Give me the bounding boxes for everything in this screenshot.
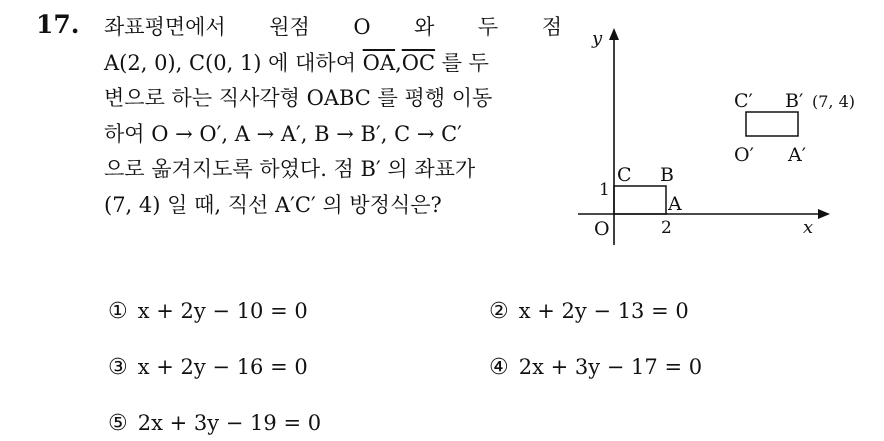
segment-oa: $\overline{OA}$ — [362, 50, 396, 75]
choice-2[interactable] — [489, 299, 689, 324]
label-b: B — [660, 164, 674, 186]
stem-line-4: 하여 O → O′, A → A′, B → B′, C → C′ — [104, 121, 462, 146]
choice-equation: 2x + 3y − 19 = 0 — [137, 411, 322, 435]
stem-text: , — [395, 50, 402, 75]
rectangle-oabc — [614, 186, 666, 214]
label-c: C — [617, 164, 632, 186]
label-b-prime: B′ — [785, 90, 804, 112]
label-a-prime: A′ — [788, 144, 807, 166]
tick-label-2: 2 — [661, 218, 672, 238]
segment-oc: $\overline{OC}$ — [401, 50, 436, 75]
stem-word: 원점 — [269, 15, 310, 39]
origin-label: O — [594, 218, 610, 240]
label-c-prime: C′ — [734, 90, 753, 112]
choice-marker: ④ — [489, 355, 509, 380]
choice-marker: ③ — [108, 355, 128, 380]
stem-word: 점 — [541, 15, 562, 39]
choice-marker: ① — [108, 299, 128, 324]
choice-3[interactable] — [108, 355, 308, 380]
stem-line-5: 으로 옮겨지도록 하였다. 점 B′ 의 좌표가 — [104, 157, 476, 181]
tick-label-1: 1 — [599, 180, 610, 200]
x-axis-arrow-icon — [818, 209, 830, 219]
question-number: 17. — [36, 10, 80, 39]
stem-line-2 — [104, 46, 562, 82]
y-axis-arrow-icon — [609, 28, 619, 40]
stem-text: 를 두 — [435, 50, 489, 75]
label-o-prime: O′ — [734, 144, 754, 166]
label-a: A — [668, 193, 682, 215]
choice-equation: x + 2y − 10 = 0 — [137, 299, 308, 323]
stem-word: 와 — [414, 15, 435, 39]
stem-word: O — [353, 15, 371, 39]
choice-marker: ② — [489, 299, 509, 324]
stem-line-6: (7, 4) 일 때, 직선 A′C′ 의 방정식은? — [104, 192, 442, 217]
coordinate-figure — [568, 20, 868, 250]
choice-1[interactable] — [108, 299, 308, 324]
stem-line-1 — [104, 10, 562, 46]
stem-word: 두 — [477, 15, 499, 39]
y-axis-label: y — [592, 28, 603, 49]
choice-4[interactable] — [489, 355, 702, 380]
choice-equation: x + 2y − 16 = 0 — [137, 355, 308, 379]
x-axis-label: x — [803, 217, 814, 238]
choice-5[interactable] — [108, 411, 321, 436]
stem-line-3: 변으로 하는 직사각형 OABC 를 평행 이동 — [104, 86, 493, 110]
stem-word: 좌표평면에서 — [104, 15, 226, 39]
stem-text: A(2, 0), C(0, 1) 에 대하여 — [104, 50, 363, 75]
choice-equation: x + 2y − 13 = 0 — [518, 299, 689, 323]
question-stem — [104, 10, 562, 223]
rectangle-translated — [746, 112, 798, 136]
label-b-prime-coord: (7, 4) — [812, 92, 856, 111]
choice-marker: ⑤ — [108, 411, 128, 436]
choice-equation: 2x + 3y − 17 = 0 — [518, 355, 703, 379]
